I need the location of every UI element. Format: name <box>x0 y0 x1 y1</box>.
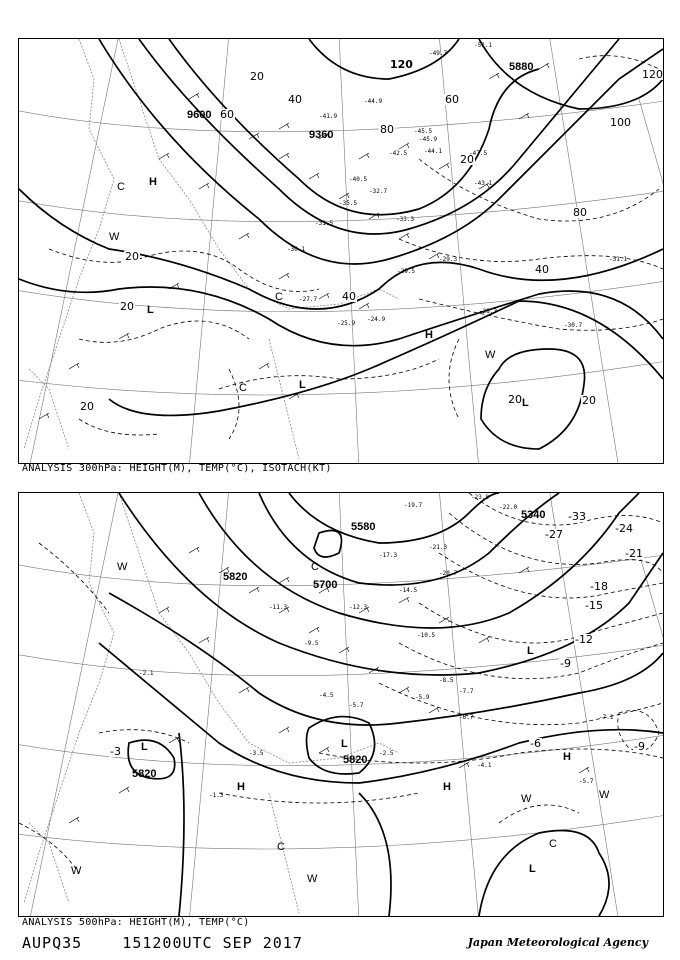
temp-obs: -29.5 <box>397 268 416 275</box>
temp-obs: -11.3 <box>269 604 288 611</box>
temp-obs: -31.5 <box>315 220 334 227</box>
isotach-label: 20 <box>508 393 522 406</box>
center-high: H <box>425 329 433 341</box>
product-id: AUPQ35 <box>22 934 83 952</box>
isotach-label: 20 <box>250 70 264 83</box>
center-cold: C <box>277 841 285 853</box>
temp-obs: -7.7 <box>459 688 474 695</box>
isotherm-label: -15 <box>585 599 603 612</box>
isotherm-label: -9 <box>560 657 571 670</box>
temp-obs: -49.7 <box>429 50 448 57</box>
map-panel-500hpa <box>18 492 664 917</box>
center-low: L <box>341 738 348 750</box>
coastline <box>24 493 399 913</box>
temp-obs: -14.5 <box>399 587 418 594</box>
center-high: H <box>563 751 571 763</box>
temp-obs: -19.7 <box>404 502 423 509</box>
temp-obs: -22.0 <box>499 504 518 511</box>
center-low: L <box>529 863 536 875</box>
temp-obs: -5.7 <box>579 778 594 785</box>
center-warm: W <box>521 793 532 805</box>
temp-obs: -40.5 <box>349 176 368 183</box>
isotherm-contours <box>19 493 663 873</box>
caption-300hpa: ANALYSIS 300hPa: HEIGHT(M), TEMP(°C), ISOTACH(KT) <box>22 463 332 474</box>
temp-obs: -33.3 <box>396 216 415 223</box>
center-warm: W <box>109 231 120 243</box>
isotach-label: 20 <box>582 394 596 407</box>
temp-obs: -10.5 <box>417 632 436 639</box>
isotherm-label: -33 <box>568 510 586 523</box>
temp-obs: -20.7 <box>439 570 458 577</box>
center-cold: C <box>549 838 557 850</box>
temp-obs: -5.7 <box>349 702 364 709</box>
temp-obs: -7.1 <box>599 714 614 721</box>
temp-obs: -4.5 <box>319 692 334 699</box>
center-warm: W <box>117 561 128 573</box>
center-warm: W <box>485 349 496 361</box>
height-label-5820: 5820 <box>343 754 368 766</box>
center-low: L <box>527 645 534 657</box>
center-warm: W <box>599 789 610 801</box>
map-panel-300hpa <box>18 38 664 464</box>
isotach-label: 60 <box>445 93 459 106</box>
temp-obs: -35.5 <box>339 200 358 207</box>
center-high: H <box>443 781 451 793</box>
isotach-label: 20 <box>80 400 94 413</box>
temp-obs: -3.5 <box>249 750 264 757</box>
temp-obs: -51.1 <box>474 42 493 49</box>
height-label-5700: 5700 <box>313 579 338 591</box>
isotherm-label: -9 <box>634 740 645 753</box>
isotherm-label: -24 <box>615 522 633 535</box>
temp-obs: -12.3 <box>349 604 368 611</box>
center-warm: W <box>71 865 82 877</box>
center-low: L <box>141 741 148 753</box>
temp-obs: -1.3 <box>209 792 224 799</box>
center-cold: C <box>239 382 247 394</box>
height-label-5820: 5820 <box>223 571 248 583</box>
temp-obs: -45.9 <box>419 136 438 143</box>
isotach-label: 80 <box>573 206 587 219</box>
temp-obs: -25.9 <box>337 320 356 327</box>
temp-obs: -21.3 <box>429 544 448 551</box>
isotach-label: 20 <box>120 300 134 313</box>
center-high: H <box>149 176 157 188</box>
map-500hpa-canvas <box>19 493 663 916</box>
isotherm-label: -3 <box>110 745 121 758</box>
isotherm-label: -12 <box>575 633 593 646</box>
center-low: L <box>147 304 154 316</box>
temp-obs: -17.3 <box>379 552 398 559</box>
temp-obs: -5.9 <box>415 694 430 701</box>
temp-obs: -27.7 <box>299 296 318 303</box>
isotach-label: 20 <box>460 153 474 166</box>
height-label-9360: 9360 <box>309 129 334 141</box>
isotherm-label: -21 <box>625 547 643 560</box>
isotach-label: 120 <box>642 68 663 81</box>
valid-time: 151200UTC SEP 2017 <box>122 934 303 952</box>
caption-500hpa: ANALYSIS 500hPa: HEIGHT(M), TEMP(°C) <box>22 917 250 928</box>
temp-obs: -8.5 <box>439 677 454 684</box>
isotherm-label: -27 <box>545 528 563 541</box>
temp-obs: -24.9 <box>367 316 386 323</box>
temp-obs: -30.7 <box>564 322 583 329</box>
product-header <box>22 934 303 952</box>
temp-obs: -43.1 <box>474 180 493 187</box>
isotach-label: 100 <box>610 116 631 129</box>
center-low: L <box>522 397 529 409</box>
center-cold: C <box>311 561 319 573</box>
isotach-label: 40 <box>288 93 302 106</box>
height-label-5580: 5580 <box>351 521 376 533</box>
height-label-5340: 5340 <box>521 509 546 521</box>
isotherm-label: -18 <box>590 580 608 593</box>
temp-obs: -2.5 <box>379 750 394 757</box>
agency-name: Japan Meteorological Agency <box>467 936 648 949</box>
temp-obs: -44.9 <box>364 98 383 105</box>
center-low: L <box>299 379 306 391</box>
temp-obs: -30.1 <box>287 246 306 253</box>
coastline <box>24 39 399 459</box>
graticule <box>19 493 663 916</box>
temp-obs: -32.7 <box>369 188 388 195</box>
isotach-label: 60 <box>220 108 234 121</box>
isotach-label: 20 <box>125 250 139 263</box>
temp-obs: -45.5 <box>414 128 433 135</box>
isotach-label: 80 <box>380 123 394 136</box>
height-label-9600: 9600 <box>187 109 212 121</box>
temp-obs: -42.5 <box>389 150 408 157</box>
center-warm: W <box>307 873 318 885</box>
center-high: H <box>237 781 245 793</box>
temp-obs: -2.1 <box>139 670 154 677</box>
temp-obs: -44.1 <box>424 148 443 155</box>
center-cold: C <box>275 291 283 303</box>
height-contours <box>19 39 663 449</box>
temp-obs: -28.3 <box>479 308 498 315</box>
center-cold: C <box>117 181 125 193</box>
temp-obs: -23.0 <box>471 494 490 501</box>
temp-obs: -6.7 <box>459 714 474 721</box>
temp-obs: -9.5 <box>304 640 319 647</box>
temp-obs: -47.5 <box>469 150 488 157</box>
isotach-label: 120 <box>390 58 413 71</box>
height-label-5820: 5820 <box>132 768 157 780</box>
isotherm-label: -6 <box>530 737 541 750</box>
temp-obs: -4.1 <box>477 762 492 769</box>
map-300hpa-canvas <box>19 39 663 463</box>
temp-obs: -31.1 <box>609 256 628 263</box>
temp-obs: -41.9 <box>319 113 338 120</box>
temp-obs: -29.3 <box>439 256 458 263</box>
isotach-label: 40 <box>535 263 549 276</box>
height-label-5880: 5880 <box>509 61 534 73</box>
isotach-label: 40 <box>342 290 356 303</box>
